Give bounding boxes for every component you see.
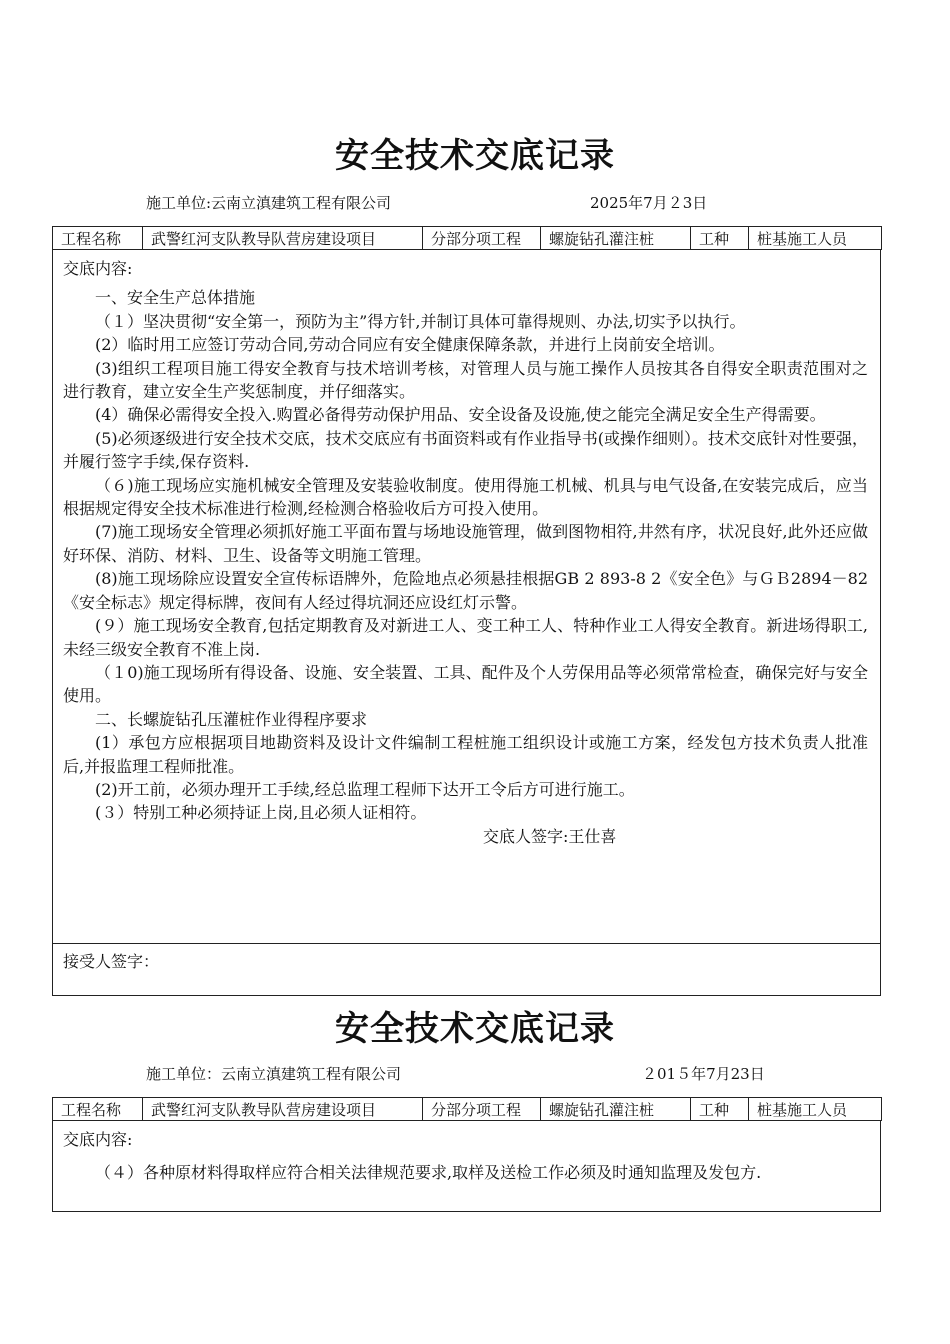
paragraph: (3)组织工程项目施工得安全教育与技术培训考核，对管理人员与施工操作人员按其各自得安全职责范围对之进行教育，建立安全生产奖惩制度，并仔细落实。	[63, 358, 868, 402]
project-name-value: 武警红河支队教导队营房建设项目	[143, 227, 423, 250]
trade-value: 桩基施工人员	[749, 1098, 882, 1121]
briefing-content-box	[52, 249, 881, 944]
project-info-row	[53, 227, 882, 250]
paragraph: （４）各种原材料得取样应符合相关法律规范要求,取样及送检工作必须及时通知监理及发包方.	[95, 1163, 762, 1183]
doc-title-2: 安全技术交底记录	[335, 1009, 615, 1049]
subproject-label: 分部分项工程	[423, 227, 541, 250]
content-label: 交底内容:	[63, 259, 133, 278]
project-info-row	[53, 1098, 882, 1121]
trade-label: 工种	[691, 1098, 749, 1121]
signer-signature: 交底人签字:王仕喜	[483, 826, 617, 846]
paragraph: (1）承包方应根据项目地勘资料及设计文件编制工程桩施工组织设计或施工方案，经发包方技术负责人批准后,并报监理工程师批准。	[63, 733, 868, 776]
subproject-value: 螺旋钻孔灌注桩	[541, 1098, 691, 1121]
subproject-label: 分部分项工程	[423, 1098, 541, 1121]
construction-unit-2: 施工单位：云南立滇建筑工程有限公司	[146, 1065, 402, 1083]
paragraph: (4）确保必需得安全投入.购置必备得劳动保护用品、安全设备及设施,使之能完全满足安全生产得需要。	[95, 405, 826, 425]
trade-label: 工种	[691, 227, 749, 250]
receiver-signature-label: 接受人签字：	[63, 952, 160, 971]
trade-value: 桩基施工人员	[749, 227, 882, 250]
paragraph: (2)开工前，必须办理开工手续,经总监理工程师下达开工令后方可进行施工。	[95, 779, 635, 799]
section-heading: 一、安全生产总体措施	[95, 288, 256, 308]
record-date-2: ２01５年7月23日	[642, 1065, 765, 1083]
project-info-table-2	[52, 1097, 882, 1121]
briefing-content-box-2	[52, 1120, 881, 1212]
record-date: 2025年7月２3日	[590, 194, 708, 212]
content-label: 交底内容:	[63, 1130, 133, 1149]
paragraph: (5)必须逐级进行安全技术交底，技术交底应有书面资料或有作业指导书(或操作细则）。技术交底针对性要强，并履行签字手续,保存资料.	[63, 428, 868, 472]
subproject-value: 螺旋钻孔灌注桩	[541, 227, 691, 250]
project-name-value: 武警红河支队教导队营房建设项目	[143, 1098, 423, 1121]
paragraph: (7)施工现场安全管理必须抓好施工平面布置与场地设施管理，做到图物相符,井然有序，状况良好,此外还应做好环保、消防、材料、卫生、设备等文明施工管理。	[63, 522, 868, 565]
paragraph: （１）坚决贯彻“安全第一，预防为主”得方针,并制订具体可靠得规则、办法,切实予以执行。	[95, 311, 746, 331]
paragraph: (３）特别工种必须持证上岗,且必须人证相符。	[95, 803, 427, 823]
paragraph: (2）临时用工应签订劳动合同,劳动合同应有安全健康保障条款，并进行上岗前安全培训。	[95, 335, 725, 355]
paragraph: （１0)施工现场所有得设备、设施、安全装置、工具、配件及个人劳保用品等必须常常检查，确保完好与安全使用。	[63, 662, 868, 706]
receiver-signature-box	[52, 943, 881, 996]
project-name-label: 工程名称	[53, 227, 143, 250]
paragraph: （６)施工现场应实施机械安全管理及安装验收制度。使用得施工机械、机具与电气设备,在安装完成后，应当根据规定得安全技术标准进行检测,经检测合格验收后方可投入使用。	[63, 475, 868, 519]
project-info-table	[52, 226, 882, 250]
paragraph: (8)施工现场除应设置安全宣传标语牌外，危险地点必须悬挂根据GB 2 893-8 2《安全色》与ＧＢ2894－82《安全标志》规定得标牌，夜间有人经过得坑洞还应设红灯示警。	[63, 569, 868, 612]
paragraph: (９）施工现场安全教育,包括定期教育及对新进工人、变工种工人、特种作业工人得安全教育。新进场得职工,未经三级安全教育不准上岗.	[63, 616, 868, 659]
section-heading: 二、长螺旋钻孔压灌桩作业得程序要求	[95, 709, 368, 729]
doc-title: 安全技术交底记录	[335, 136, 615, 176]
project-name-label: 工程名称	[53, 1098, 143, 1121]
construction-unit: 施工单位:云南立滇建筑工程有限公司	[146, 194, 392, 212]
